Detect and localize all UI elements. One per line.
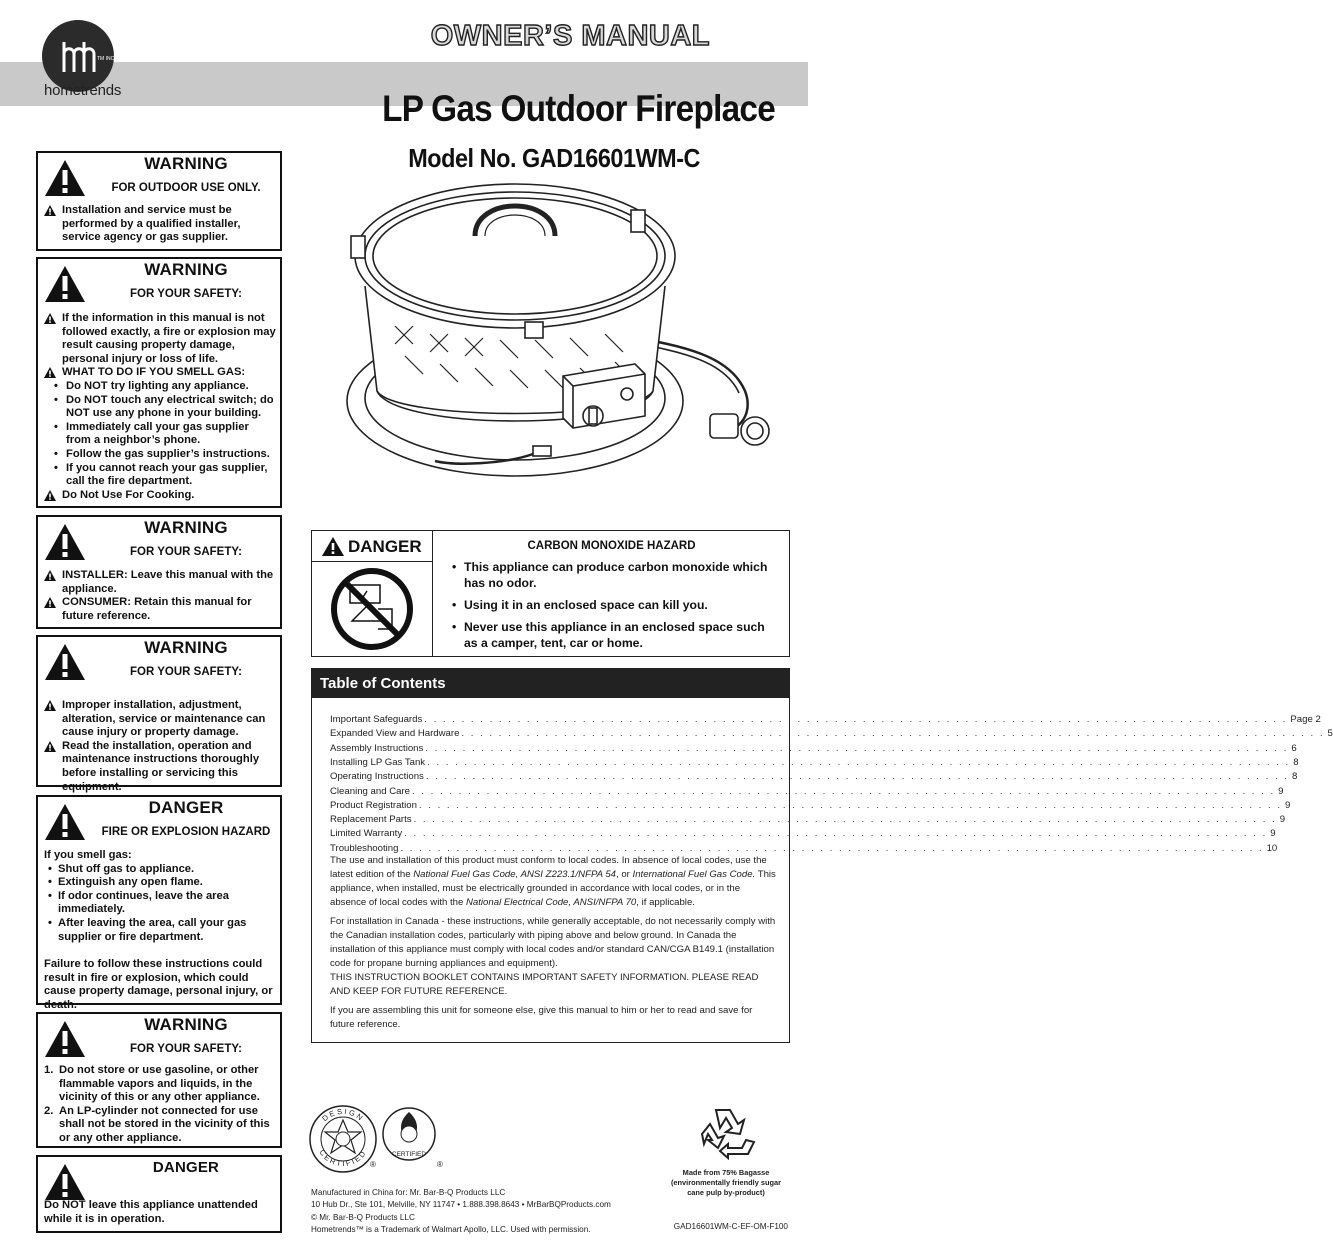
- warning-subtitle: FOR YOUR SAFETY:: [129, 666, 243, 678]
- recycle-note-line: cane pulp by-product): [687, 1188, 765, 1197]
- small-warning-icon: [44, 700, 56, 716]
- toc-leader-dots: . . . . . . . . . . . . . . . . . . . . . . . . . . . . . . . . . . . . . . . . . . . . . . . . . . . . . . . . . . . . . . . . . . . . . . . . . . . . . . . . . . . . . . . . . . . . .: [400, 842, 1264, 854]
- warning-triangle-icon: [44, 643, 86, 681]
- danger-intro: If you smell gas:: [44, 849, 132, 861]
- toc-leader-dots: . . . . . . . . . . . . . . . . . . . . . . . . . . . . . . . . . . . . . . . . . . . . . . . . . . . . . . . . . . . . . . . . . . . . . . . . . . . . . . . . . . . . . . . . . . . . .: [461, 728, 1325, 740]
- document-code: GAD16601WM-C-EF-OM-F100: [673, 1222, 788, 1231]
- warning-subtitle: FOR OUTDOOR USE ONLY.: [111, 182, 261, 194]
- footer-line: © Mr. Bar-B-Q Products LLC: [311, 1212, 415, 1222]
- csa-certified-seal-icon: [382, 1104, 436, 1174]
- small-warning-icon: [44, 490, 56, 506]
- recycle-note-line: Made from 75% Bagasse: [682, 1168, 770, 1177]
- toc-leader-dots: . . . . . . . . . . . . . . . . . . . . . . . . . . . . . . . . . . . . . . . . . . . . . . . . . . . . . . . . . . . . . . . . . . . . . . . . . . . . . . . . . . . . . . . . . . . . .: [412, 785, 1276, 797]
- small-warning-icon: [44, 597, 56, 613]
- warning-item: Improper installation, adjustment, alteration, service or maintenance can cause injury or property damage.: [44, 699, 276, 740]
- toc-entry-page: 5: [1327, 728, 1333, 740]
- registered-mark-2: ®: [437, 1160, 443, 1169]
- warning-subitem: • Do NOT try lighting any appliance.: [54, 379, 249, 392]
- warning-subitem: • Follow the gas supplier’s instructions.: [54, 447, 270, 460]
- warning-subtitle: FOR YOUR SAFETY:: [129, 288, 243, 300]
- toc-entry-name: Important Safeguards: [330, 714, 423, 725]
- fireplace-illustration: [335, 176, 795, 496]
- warning-subitem: • If you cannot reach your gas supplier, call the fire department.: [54, 461, 268, 488]
- toc-entry-page: Page 2: [1290, 714, 1321, 725]
- brand-name: hometrends: [44, 82, 122, 99]
- toc-entry-name: Product Registration: [330, 799, 417, 811]
- toc-entry-page: 8: [1293, 756, 1299, 768]
- toc-entry-name: Cleaning and Care: [330, 785, 411, 797]
- model-number: Model No. GAD16601WM-C: [408, 143, 700, 173]
- warning-box-outdoor: [36, 151, 282, 251]
- warning-subtitle: FOR YOUR SAFETY:: [129, 546, 243, 558]
- warning-triangle-icon: [44, 159, 86, 197]
- table-of-contents: [311, 668, 1333, 1043]
- toc-entry-page: 9: [1279, 814, 1286, 826]
- warning-subtitle: FOR YOUR SAFETY:: [129, 1043, 243, 1055]
- danger-subitem: • Extinguish any open flame.: [48, 876, 203, 889]
- footer-line: Manufactured in China for: Mr. Bar-B-Q Products LLC: [311, 1188, 506, 1197]
- warning-title: WARNING: [144, 1015, 228, 1034]
- warning-numbered-item: 2. An LP-cylinder not connected for use shall not be stored in the vicinity of this or any other appliance.: [44, 1104, 270, 1144]
- design-seal-top-text: DESIGN: [320, 1106, 366, 1124]
- danger-footer: Failure to follow these instructions could result in fire or explosion, which could cause property damage, personal injury, or death.: [44, 958, 273, 1011]
- danger-co-item: • This appliance can produce carbon monoxide which has no odor.: [452, 560, 768, 590]
- toc-leader-dots: . . . . . . . . . . . . . . . . . . . . . . . . . . . . . . . . . . . . . . . . . . . . . . . . . . . . . . . . . . . . . . . . . . . . . . . . . . . . . . . . . . . . . . . . . . . . .: [418, 799, 1283, 811]
- toc-leader-dots: . . . . . . . . . . . . . . . . . . . . . . . . . . . . . . . . . . . . . . . . . . . . . . . . . . . . . . . . . . . . . . . . . . . . . . . . . . . . . . . . . . . . . . . . . . . . .: [425, 742, 1289, 754]
- danger-body: Do NOT leave this appliance unattended while it is in operation.: [44, 1199, 258, 1225]
- danger-co-item: • Using it in an enclosed space can kill you.: [452, 598, 708, 612]
- danger-subitem: • If odor continues, leave the area immediately.: [48, 889, 229, 916]
- registered-mark: ®: [370, 1160, 376, 1169]
- page-title: LP Gas Outdoor Fireplace: [382, 88, 775, 129]
- logo-mark: TM INC: [97, 56, 115, 62]
- footer-line: Hometrends™ is a Trademark of Walmart Apollo, LLC. Used with permission.: [311, 1224, 591, 1234]
- toc-paragraph-canada: For installation in Canada - these instructions, while generally acceptable, do not necessarily comply with the Canadian installation codes, particularly with piping above and below ground. In Canada the installation of this appliance must comply with local codes and/or standard CAN/CGA B149.1 (installation code for propane burning appliances and equipment).: [330, 916, 776, 969]
- warning-item: WHAT TO DO IF YOU SMELL GAS:: [44, 366, 276, 380]
- toc-entry-name: Expanded View and Hardware: [330, 728, 460, 740]
- danger-co-title: CARBON MONOXIDE HAZARD: [527, 540, 696, 552]
- warning-item: Read the installation, operation and maintenance instructions thoroughly before installing or servicing this equipment.: [44, 740, 276, 794]
- toc-paragraph-codes: The use and installation of this product must conform to local codes. In absence of local codes, use the latest edition of the National Fuel Gas Code, ANSI Z223.1/NFPA 54, or International Fuel Gas Code. This appliance, when installed, must be electrically grounded in accordance with local codes, or in the absence of local codes with the National Electrical Code, ANSI/NFPA 70, if applicable.: [330, 855, 776, 908]
- owners-manual-label: OWNER’S MANUAL: [430, 20, 710, 52]
- danger-label: DANGER: [348, 537, 422, 556]
- toc-leader-dots: . . . . . . . . . . . . . . . . . . . . . . . . . . . . . . . . . . . . . . . . . . . . . . . . . . . . . . . . . . . . . . . . . . . . . . . . . . . . . . . . . . . . . . . . . . . . .: [413, 814, 1277, 826]
- toc-entry-name: Assembly Instructions: [330, 742, 424, 754]
- toc-entry: [330, 742, 1297, 755]
- toc-entry-page: 8: [1291, 771, 1298, 783]
- toc-entry: [330, 756, 1299, 769]
- warning-triangle-icon: [44, 523, 86, 561]
- warning-item: Do Not Use For Cooking.: [44, 489, 276, 503]
- warning-item: Installation and service must be performed by a qualified installer, service agency or gas supplier.: [44, 204, 276, 245]
- toc-entry: [330, 813, 1286, 826]
- danger-title: DANGER: [148, 798, 224, 817]
- danger-subitem: • After leaving the area, call your gas supplier or fire department.: [48, 916, 247, 943]
- manufacturer-info: [311, 1187, 631, 1236]
- warning-item: CONSUMER: Retain this manual for future reference.: [44, 596, 276, 623]
- toc-entry-page: 9: [1285, 799, 1291, 811]
- toc-entry: [330, 727, 1333, 740]
- csa-seal-text: CERTIFIED: [391, 1151, 427, 1158]
- warning-numbered-item: 1. Do not store or use gasoline, or other flammable vapors and liquids, in the vicinity of this or any other appliance.: [44, 1064, 260, 1104]
- toc-entry-page: 10: [1266, 842, 1278, 854]
- toc-entry: [330, 827, 1276, 840]
- toc-entry: [330, 799, 1291, 812]
- toc-entry: [330, 713, 1321, 726]
- warning-triangle-icon: [44, 803, 86, 841]
- warning-title: WARNING: [144, 154, 228, 173]
- toc-paragraph-assembling: If you are assembling this unit for someone else, give this manual to him or her to read and save for future reference.: [330, 1005, 753, 1030]
- warning-box-installer: [36, 515, 282, 629]
- small-warning-icon: [44, 205, 56, 221]
- warning-item: INSTALLER: Leave this manual with the appliance.: [44, 569, 276, 596]
- toc-entry-name: Replacement Parts: [330, 814, 412, 826]
- design-seal-bottom-text: CERTIFIED: [317, 1147, 369, 1169]
- small-warning-icon: [44, 313, 56, 329]
- toc-entry: [330, 785, 1284, 798]
- toc-entry-name: Limited Warranty: [330, 828, 403, 840]
- warning-triangle-icon: [44, 265, 86, 303]
- carbon-monoxide-danger-box: [311, 530, 790, 657]
- toc-entry: [330, 842, 1278, 855]
- warning-item: If the information in this manual is not followed exactly, a fire or explosion may result causing property damage, personal injury or loss of life.: [44, 312, 276, 366]
- toc-entry-page: 9: [1270, 828, 1276, 840]
- fireplace-drawing: [335, 176, 795, 496]
- toc-entry-name: Installing LP Gas Tank: [330, 756, 426, 768]
- danger-title: DANGER: [152, 1159, 220, 1176]
- toc-entry-page: 6: [1291, 742, 1297, 754]
- danger-triangle-icon: [322, 537, 344, 556]
- warning-title: WARNING: [144, 638, 228, 657]
- warning-subitem: • Immediately call your gas supplier from a neighbor’s phone.: [54, 420, 249, 447]
- toc-entry: [330, 770, 1298, 783]
- danger-box-unattended: [36, 1155, 282, 1233]
- small-warning-icon: [44, 570, 56, 586]
- recycle-note-line: (environmentally friendly sugar: [670, 1178, 782, 1187]
- danger-co-item: • Never use this appliance in an enclosed space such as a camper, tent, car or home.: [452, 620, 765, 650]
- toc-leader-dots: . . . . . . . . . . . . . . . . . . . . . . . . . . . . . . . . . . . . . . . . . . . . . . . . . . . . . . . . . . . . . . . . . . . . . . . . . . . . . . . . . . . . . . . . . . . . .: [424, 714, 1288, 725]
- warning-title: WARNING: [144, 260, 228, 279]
- danger-subitem: • Shut off gas to appliance.: [48, 862, 195, 875]
- warning-subitem: • Do NOT touch any electrical switch; do NOT use any phone in your building.: [54, 393, 274, 420]
- no-enclosed-space-icon: [312, 561, 432, 656]
- toc-leader-dots: . . . . . . . . . . . . . . . . . . . . . . . . . . . . . . . . . . . . . . . . . . . . . . . . . . . . . . . . . . . . . . . . . . . . . . . . . . . . . . . . . . . . . . . . . . . . .: [425, 771, 1289, 783]
- design-certified-seal-icon: [308, 1104, 378, 1174]
- toc-title: Table of Contents: [320, 675, 446, 692]
- recycle-icon: [694, 1104, 758, 1164]
- warning-triangle-icon: [44, 1020, 86, 1058]
- warning-box-safety-gas: [36, 257, 282, 508]
- warning-box-installation: [36, 635, 282, 793]
- toc-entry-name: Operating Instructions: [330, 771, 424, 783]
- toc-entry-name: Troubleshooting: [330, 842, 399, 854]
- toc-leader-dots: . . . . . . . . . . . . . . . . . . . . . . . . . . . . . . . . . . . . . . . . . . . . . . . . . . . . . . . . . . . . . . . . . . . . . . . . . . . . . . . . . . . . . . . . . . . . .: [404, 828, 1268, 840]
- footer-line: 10 Hub Dr., Ste 101, Melville, NY 11747 • 1.888.398.8643 • MrBarBQProducts.com: [311, 1200, 611, 1210]
- danger-box-fire: [36, 795, 282, 1011]
- warning-triangle-icon: [44, 1163, 86, 1201]
- toc-entry-page: 9: [1278, 785, 1284, 797]
- toc-paragraph-important: THIS INSTRUCTION BOOKLET CONTAINS IMPORTANT SAFETY INFORMATION. PLEASE READ AND KEEP FOR FUTURE REFERENCE.: [330, 972, 759, 997]
- small-warning-icon: [44, 741, 56, 757]
- warning-title: WARNING: [144, 518, 228, 537]
- warning-box-storage: [36, 1012, 282, 1148]
- toc-leader-dots: . . . . . . . . . . . . . . . . . . . . . . . . . . . . . . . . . . . . . . . . . . . . . . . . . . . . . . . . . . . . . . . . . . . . . . . . . . . . . . . . . . . . . . . . . . . . .: [427, 756, 1291, 768]
- danger-subtitle: FIRE OR EXPLOSION HAZARD: [101, 826, 271, 838]
